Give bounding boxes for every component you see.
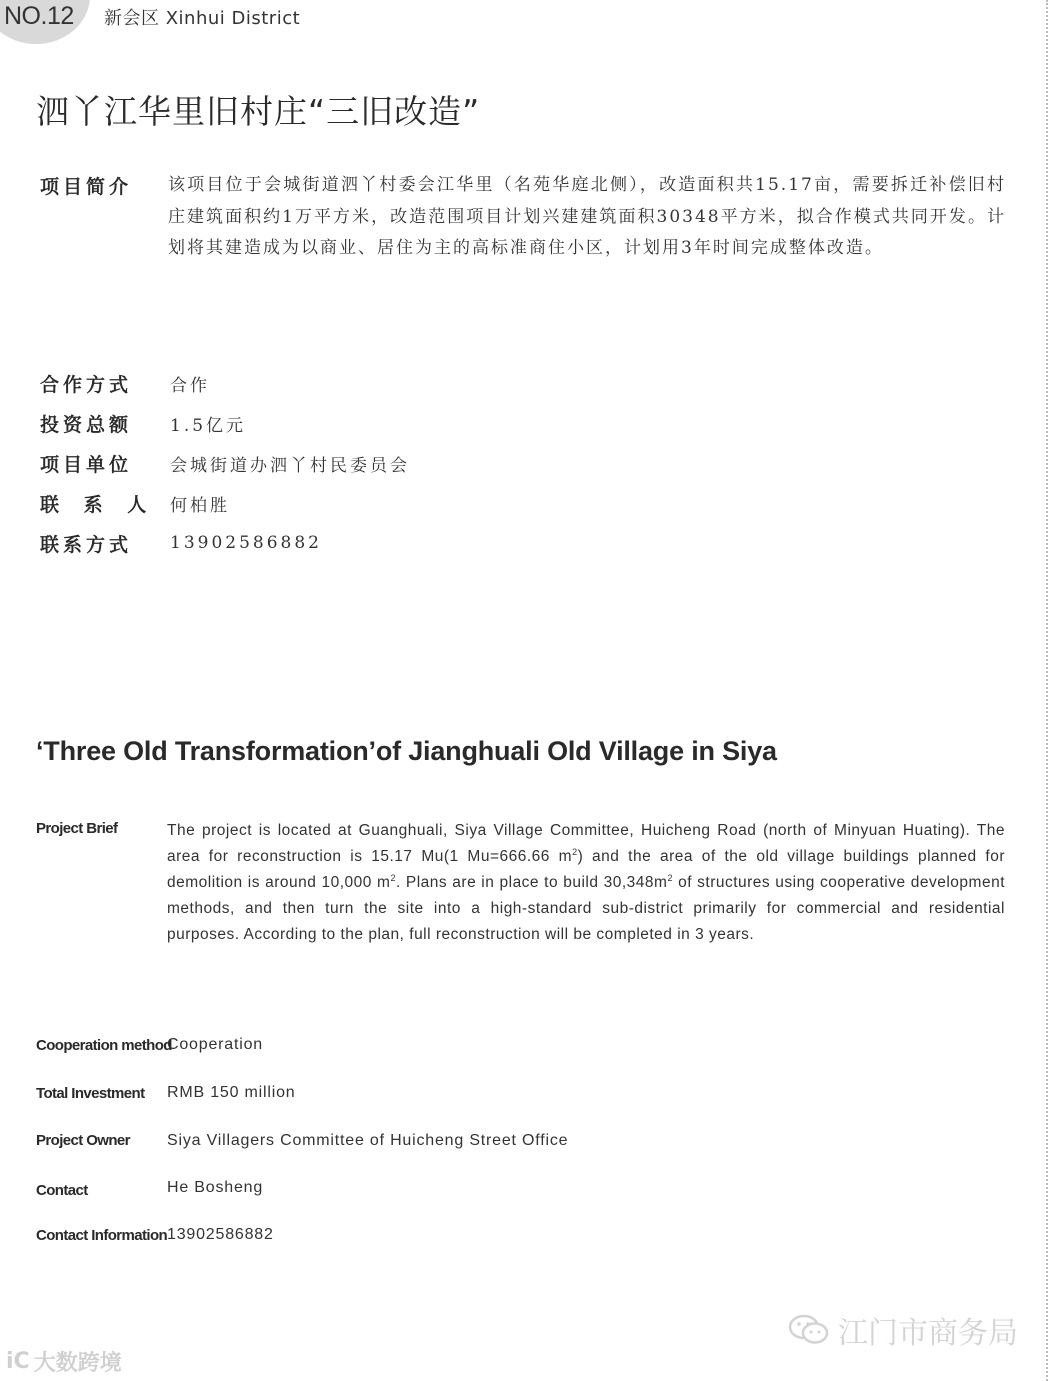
wechat-icon: [788, 1312, 830, 1348]
field-label-investment-zh: 投资总额: [40, 414, 133, 436]
field-value-contact-info-en: 13902586882: [167, 1226, 274, 1243]
title-chinese: 泗丫江华里旧村庄“三旧改造”: [36, 92, 481, 131]
field-label-contact-zh: 联 系 人: [40, 494, 156, 516]
field-label-investment-en: Total Investment: [36, 1085, 145, 1102]
field-value-owner-en: Siya Villagers Committee of Huicheng Street Office: [167, 1132, 569, 1149]
district-label: 新会区 Xinhui District: [104, 8, 301, 29]
field-value-investment-en: RMB 150 million: [167, 1084, 296, 1101]
field-value-contact-en: He Bosheng: [167, 1179, 264, 1196]
field-value-contact-info-zh: 13902586882: [170, 533, 322, 553]
field-value-cooperation-en: Cooperation: [167, 1036, 263, 1053]
page-number: NO.12: [4, 2, 74, 30]
intro-text-chinese: 该项目位于会城街道泗丫村委会江华里（名苑华庭北侧），改造面积共15.17亩，需要拆迁补偿旧村庄建筑面积约1万平方米，改造范围项目计划兴建建筑面积30348平方米，拟合作模式共同开发。计划将其建造成为以商业、居住为主的高标准商住小区，计划用3年时间完成整体改造。: [168, 175, 1006, 258]
field-value-contact-zh: 何柏胜: [170, 496, 230, 516]
intro-label-chinese: 项目简介: [40, 176, 133, 198]
brief-label-english: Project Brief: [36, 820, 118, 837]
field-label-contact-info-zh: 联系方式: [40, 534, 133, 556]
field-value-investment-zh: 1.5亿元: [170, 416, 247, 436]
field-label-cooperation-en: Cooperation method: [36, 1037, 172, 1054]
field-value-cooperation-zh: 合作: [170, 376, 210, 396]
watermark-bottom-left: [6, 1346, 122, 1377]
field-label-contact-en: Contact: [36, 1182, 88, 1199]
title-english: ‘Three Old Transformation’of Jianghuali Old Village in Siya: [36, 736, 777, 766]
brand-logo-icon: iC: [6, 1349, 30, 1374]
field-label-owner-en: Project Owner: [36, 1132, 130, 1149]
field-label-contact-info-en: Contact Information: [36, 1227, 168, 1244]
page-edge-dotted-border: [1046, 0, 1048, 1381]
watermark-left-text: 大数跨境: [33, 1351, 122, 1376]
watermark-wechat: [788, 1308, 1018, 1352]
brief-text-english: The project is located at Guanghuali, Siya Village Committee, Huicheng Road (north of Minyuan Huating). The area for reconstruction is 15.17 Mu(1 Mu=666.66 $m^2$) and the area of the old village buildings planned for demolition is around 10,000 $m^2$. Plans are in place to build $30,348m^2$ of structures using cooperative development methods, and then turn the site into a high-standard sub-district primarily for commercial and residential purposes. According to the plan, full reconstruction will be completed in 3 years.: [167, 822, 1005, 943]
field-label-owner-zh: 项目单位: [40, 454, 133, 476]
field-value-owner-zh: 会城街道办泗丫村民委员会: [170, 456, 410, 476]
field-label-cooperation-zh: 合作方式: [40, 374, 133, 396]
watermark-right-text: 江门市商务局: [838, 1316, 1018, 1351]
